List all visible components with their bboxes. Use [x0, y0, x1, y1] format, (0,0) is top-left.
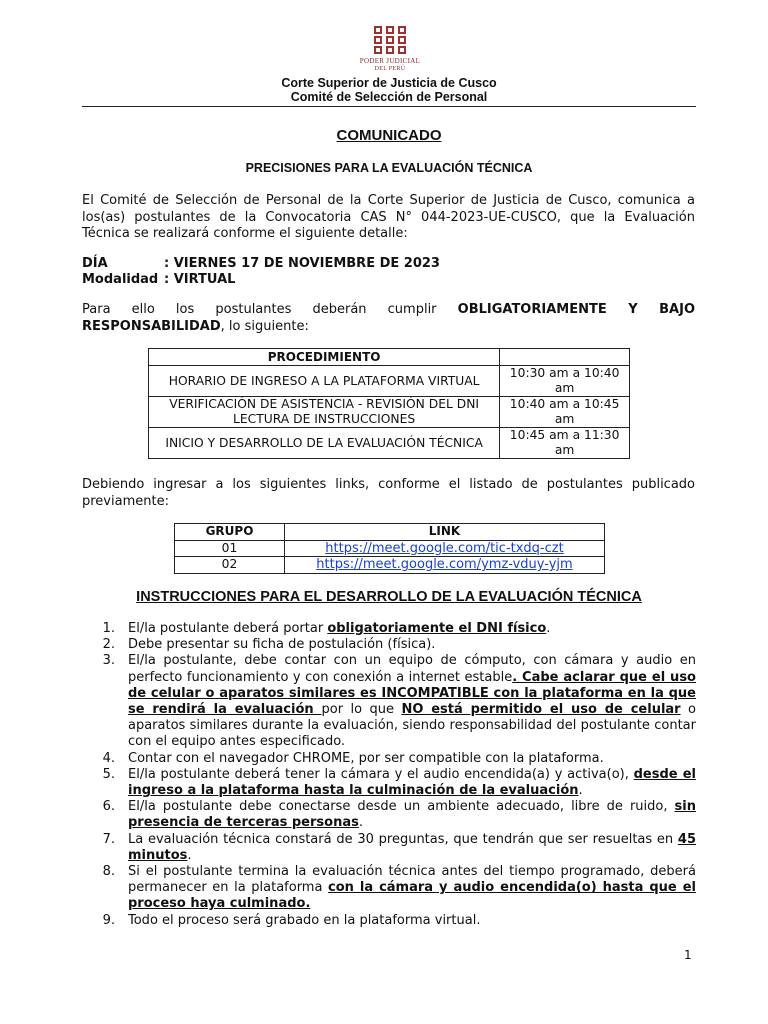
intro-paragraph: El Comité de Selección de Personal de la Corte Superior de Justicia de Cusco, comunica a los(as) postulantes de la Convocatoria CAS N° 044-2023-UE-CUSCO, que la Evaluación Técnica se realizará conforme el siguiente detalle:	[82, 193, 695, 241]
table-row	[149, 397, 630, 428]
modality-line	[82, 272, 235, 289]
logo-text-main: PODER JUDICIAL	[359, 57, 421, 65]
logo-caption	[340, 57, 440, 73]
item-text: Debe presentar su ficha de postulación (física).	[128, 637, 436, 653]
list-item	[99, 637, 696, 653]
item-number: 9.	[102, 912, 115, 928]
group-link-cell	[285, 540, 605, 557]
item-number: 5.	[102, 766, 115, 782]
requirement-pre: Para ello los postulantes deberán cumplir	[82, 302, 458, 317]
requirement-emphasis: OBLIGATORIAMENTE Y BAJO RESPONSABILIDAD	[82, 302, 695, 334]
procedure-time: 10:30 am a 10:40 am	[500, 366, 630, 397]
procedure-header-row	[149, 349, 630, 366]
modality-label: Modalidad	[82, 272, 159, 287]
item-emphasis: NO está permitido el uso de celular	[401, 702, 681, 718]
item-text: El/la postulante, debe contar con un equipo de cómputo, con cámara y audio en perfecto funcionamiento y con conexión a internet estable	[128, 653, 696, 685]
requirement-post: , lo siguiente:	[220, 318, 309, 334]
page-number: 1	[684, 948, 692, 962]
list-item	[99, 913, 696, 929]
group-link-cell	[285, 557, 605, 574]
item-number: 6.	[102, 799, 115, 815]
header-divider	[82, 106, 696, 107]
group-number: 02	[175, 557, 285, 574]
item-number: 2.	[102, 637, 115, 653]
item-text: El/la postulante debe conectarse desde un ambiente adecuado, libre de ruido,	[128, 799, 675, 815]
document-title: COMUNICADO	[336, 127, 442, 144]
item-emphasis: con la cámara y audio encendida(o) hasta que el proceso haya culminado.	[128, 880, 696, 912]
procedure-table	[148, 348, 630, 459]
item-emphasis: desde el ingreso a la plataforma hasta la culminación de la evaluación	[128, 766, 696, 799]
item-text: El/la postulante deberá portar	[128, 621, 328, 636]
instructions-list	[99, 621, 696, 929]
item-text: o aparatos similares durante la evaluación, siendo responsabilidad del postulante contar con el equipo antes especificado.	[128, 702, 696, 750]
list-item	[99, 751, 696, 767]
item-emphasis: sin presencia de terceras personas	[128, 799, 696, 831]
link-column-header: LINK	[285, 524, 605, 541]
list-item	[99, 621, 696, 637]
item-emphasis: 45 minutos	[128, 831, 696, 863]
item-text: .	[187, 847, 192, 863]
procedure-header: PROCEDIMIENTO	[149, 349, 500, 366]
links-intro-paragraph: Debiendo ingresar a los siguientes links, conforme el listado de postulantes publicado previamente:	[82, 477, 695, 509]
item-text: La evaluación técnica constará de 30 preguntas, que tendrán que ser resueltas en	[128, 831, 678, 847]
item-number: 8.	[102, 864, 115, 880]
item-number: 7.	[102, 831, 115, 847]
procedure-step: HORARIO DE INGRESO A LA PLATAFORMA VIRTUAL	[149, 366, 500, 397]
item-text: El/la postulante deberá tener la cámara y el audio encendida(a) y activa(o),	[128, 766, 634, 782]
item-text: .	[358, 815, 363, 831]
item-number: 4.	[102, 750, 115, 766]
modality-value: : VIRTUAL	[164, 272, 236, 287]
header-committee-name: Comité de Selección de Personal	[290, 90, 488, 104]
meet-link[interactable]: https://meet.google.com/tic-txdq-czt	[325, 540, 564, 556]
procedure-time: 10:40 am a 10:45 am	[500, 397, 630, 428]
header-court-name: Corte Superior de Justicia de Cusco	[281, 76, 497, 90]
list-item	[99, 864, 696, 913]
instructions-title: INSTRUCCIONES PARA EL DESARROLLO DE LA EVALUACIÓN TÉCNICA	[136, 589, 642, 605]
item-text: Todo el proceso será grabado en la plataforma virtual.	[128, 912, 481, 928]
document-subtitle: PRECISIONES PARA LA EVALUACIÓN TÉCNICA	[245, 161, 533, 175]
item-text: por lo que	[321, 702, 402, 718]
item-number: 1.	[102, 621, 115, 636]
list-item	[99, 767, 696, 799]
item-text: .	[546, 621, 551, 636]
item-number: 3.	[102, 653, 115, 669]
procedure-time: 10:45 am a 11:30 am	[500, 428, 630, 459]
table-row	[149, 366, 630, 397]
item-text: Si el postulante termina la evaluación técnica antes del tiempo programado, deberá permanecer en la plataforma	[128, 864, 696, 896]
meet-link[interactable]: https://meet.google.com/ymz-vduy-yjm	[316, 557, 573, 573]
requirement-paragraph	[82, 302, 695, 335]
date-value: : VIERNES 17 DE NOVIEMBRE DE 2023	[164, 256, 440, 271]
date-line	[82, 256, 440, 273]
procedure-step: INICIO Y DESARROLLO DE LA EVALUACIÓN TÉCNICA	[149, 428, 500, 459]
group-column-header: GRUPO	[175, 524, 285, 541]
groups-header-row	[175, 524, 605, 541]
table-row	[175, 557, 605, 574]
group-number: 01	[175, 540, 285, 557]
table-row	[175, 540, 605, 557]
item-emphasis: . Cabe aclarar que el uso de celular o aparatos similares es INCOMPATIBLE con la plataforma en la que se rendirá la evaluación	[128, 669, 696, 718]
procedure-step: VERIFICACIÓN DE ASISTENCIA - REVISIÓN DEL DNI LECTURA DE INSTRUCCIONES	[149, 397, 500, 428]
groups-table	[174, 523, 605, 574]
list-item	[99, 799, 696, 831]
item-text: .	[578, 783, 583, 799]
list-item	[99, 832, 696, 864]
list-item	[99, 653, 696, 750]
item-text: Contar con el navegador CHROME, por ser compatible con la plataforma.	[128, 750, 604, 766]
logo-text-sub: DEL PERÚ	[374, 66, 406, 72]
item-emphasis: obligatoriamente el DNI físico	[327, 621, 547, 636]
date-label: DÍA	[82, 256, 108, 271]
table-row	[149, 428, 630, 459]
procedure-time-header	[500, 349, 630, 366]
